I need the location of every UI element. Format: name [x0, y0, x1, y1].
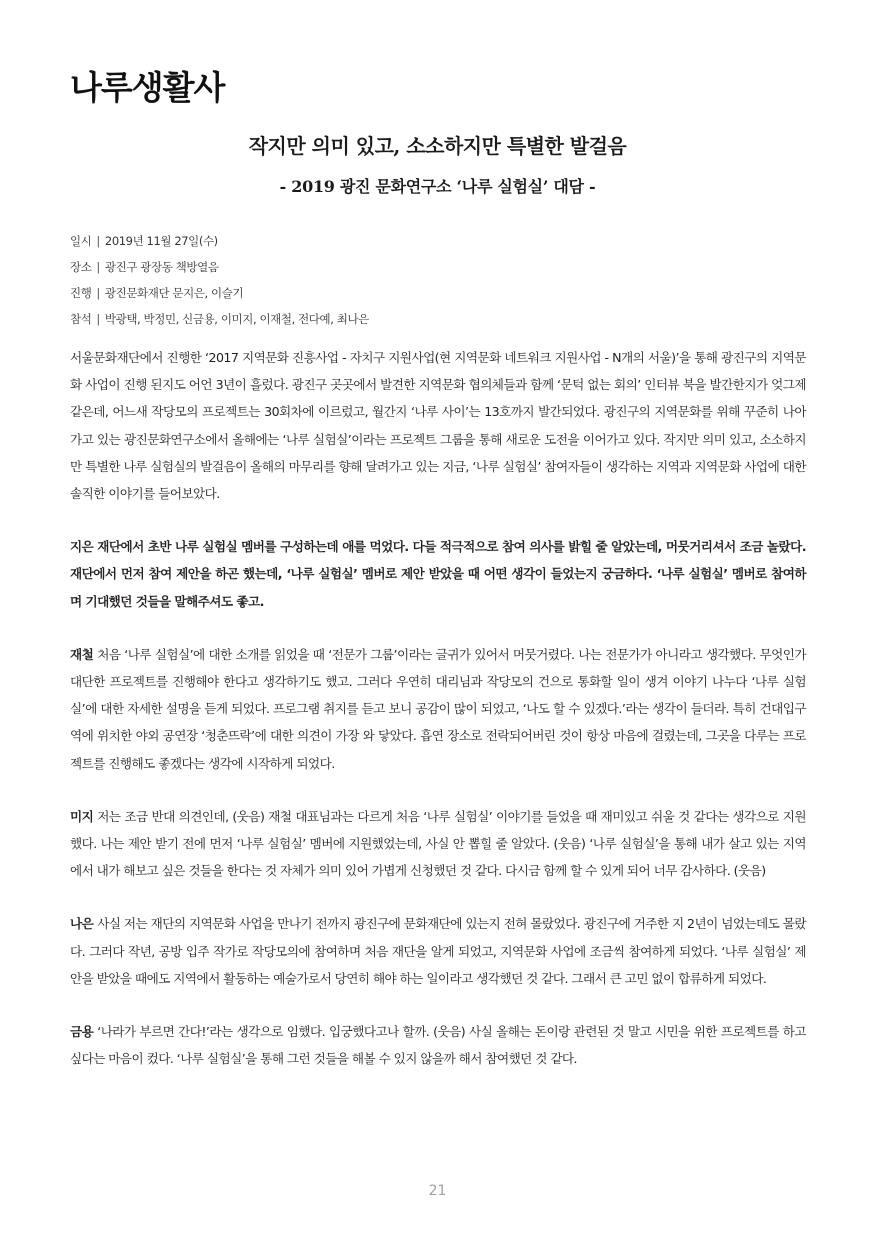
dialogue-text: 재단에서 초반 나루 실험실 멤버를 구성하는데 애를 먹었다. 다들 적극적으로 참여 의사를 밝힐 줄 알았는데, 머뭇거리셔서 조금 놀랐다. 재단에서 먼저 참여 제안을 하곤 했는데, ‘나루 실험실’ 멤버로 제안 받았을 때 어떤 생각이 들었는지 궁금하다. ‘나루 실험실’ 멤버로 참여하며 기대했던 것들을 말해주셔도 좋고. [70, 539, 806, 609]
speaker-name: 금용 [70, 1024, 94, 1040]
section-title: 나루생활사 [70, 68, 225, 107]
meta-label: 참석 [70, 312, 92, 326]
meta-label: 장소 [70, 260, 92, 274]
article-subhead: - 2019 광진 문화연구소 ‘나루 실험실’ 대담 - [279, 177, 596, 196]
event-info [70, 228, 369, 332]
meta-separator: | [96, 312, 100, 326]
meta-host [70, 280, 369, 306]
dialogue-answer [70, 910, 806, 992]
speaker-name: 나은 [70, 916, 94, 932]
dialogue-question [70, 533, 806, 615]
meta-value: 광진구 광장동 책방열음 [104, 260, 219, 274]
dialogue-text: 사실 저는 재단의 지역문화 사업을 만나기 전까지 광진구에 문화재단에 있는지 전혀 몰랐었다. 광진구에 거주한 지 2년이 넘었는데도 몰랐다. 그러다 작년, 공방 입주 작가로 작당모의에 참여하며 처음 재단을 알게 되었고, 지역문화 사업에 조금씩 참여하게 되었다. ‘나루 실험실’ 제안을 받았을 때에도 지역에서 활동하는 예술가로서 당연히 해야 하는 일이라고 생각했던 것 같다. 그래서 큰 고민 없이 합류하게 되었다. [70, 916, 806, 986]
meta-separator: | [96, 286, 100, 300]
article-body [70, 344, 806, 1098]
meta-label: 진행 [70, 286, 92, 300]
dialogue-text: ‘나라가 부르면 간다!’라는 생각으로 임했다. 입궁했다고나 할까. (웃음) 사실 올해는 돈이랑 관련된 것 말고 시민을 위한 프로젝트를 하고 싶다는 마음이 컸다. ‘나루 실험실’을 통해 그런 것들을 해볼 수 있지 않을까 해서 참여했던 것 같다. [70, 1024, 806, 1067]
dialogue-text: 저는 조금 반대 의견인데, (웃음) 재철 대표님과는 다르게 처음 ‘나루 실험실’ 이야기를 들었을 때 재미있고 쉬울 것 같다는 생각으로 지원했다. 나는 제안 받기 전에 먼저 ‘나루 실험실’ 멤버에 지원했었는데, 사실 안 뽑힐 줄 알았다. (웃음) ‘나루 실험실’을 통해 내가 살고 있는 지역에서 내가 해보고 싶은 것들을 한다는 것 자체가 의미 있어 가볍게 신청했던 것 같다. 다시금 함께 할 수 있게 되어 너무 감사하다. (웃음) [70, 808, 806, 879]
speaker-name: 재철 [70, 646, 94, 662]
speaker-name: 미지 [70, 808, 94, 824]
article-headline: 작지만 의미 있고, 소소하지만 특별한 발걸음 [248, 134, 627, 158]
meta-label: 일시 [70, 234, 92, 248]
meta-attendees [70, 306, 369, 332]
dialogue-answer [70, 803, 806, 885]
dialogue-answer [70, 1018, 806, 1072]
meta-value: 광진문화재단 문지은, 이슬기 [104, 286, 244, 300]
meta-place [70, 254, 369, 280]
page-number: 21 [428, 1183, 447, 1199]
meta-separator: | [96, 234, 100, 248]
speaker-name: 지은 [70, 539, 94, 555]
meta-value: 2019년 11월 27일(수) [104, 234, 218, 248]
dialogue-text: 처음 ‘나루 실험실’에 대한 소개를 읽었을 때 ‘전문가 그룹’이라는 글귀가 있어서 머뭇거렸다. 나는 전문가가 아니라고 생각했다. 무엇인가 대단한 프로젝트를 진행해야 한다고 생각하기도 했고. 그러다 우연히 대리님과 작당모의 건으로 통화할 일이 생겨 이야기 나누다 ‘나루 실험실’에 대한 자세한 설명을 듣게 되었다. 프로그램 취지를 듣고 보니 공감이 많이 되었고, ‘나도 할 수 있겠다.’라는 생각이 들더라. 특히 건대입구역에 위치한 야외 공연장 ‘청춘뜨락’에 대한 의견이 가장 와 닿았다. 흡연 장소로 전락되어버린 것이 항상 마음에 걸렸는데, 그곳을 다루는 프로젝트를 진행해도 좋겠다는 생각에 시작하게 되었다. [70, 646, 806, 771]
meta-value: 박광택, 박정민, 신금용, 이미지, 이재철, 전다예, 최나은 [104, 312, 369, 326]
intro-paragraph: 서울문화재단에서 진행한 ‘2017 지역문화 진흥사업 - 자치구 지원사업(현 지역문화 네트워크 지원사업 - N개의 서울)’을 통해 광진구의 지역문화 사업이 진행 된지도 어언 3년이 흘렀다. 광진구 곳곳에서 발견한 지역문화 협의체들과 함께 ‘문턱 없는 회의’ 인터뷰 북을 발간한지가 엊그제 같은데, 어느새 작당모의 프로젝트는 30회차에 이르렀고, 월간지 ‘나루 사이’는 13호까지 발간되었다. 광진구의 지역문화를 위해 꾸준히 나아가고 있는 광진문화연구소에서 올해에는 ‘나루 실험실’이라는 프로젝트 그룹을 통해 새로운 도전을 이어가고 있다. 작지만 의미 있고, 소소하지만 특별한 나루 실험실의 발걸음이 올해의 마무리를 향해 달려가고 있는 지금, ‘나루 실험실’ 참여자들이 생각하는 지역과 지역문화 사업에 대한 솔직한 이야기를 들어보았다. [70, 350, 806, 502]
meta-separator: | [96, 260, 100, 274]
meta-date [70, 228, 369, 254]
dialogue-answer [70, 641, 806, 777]
